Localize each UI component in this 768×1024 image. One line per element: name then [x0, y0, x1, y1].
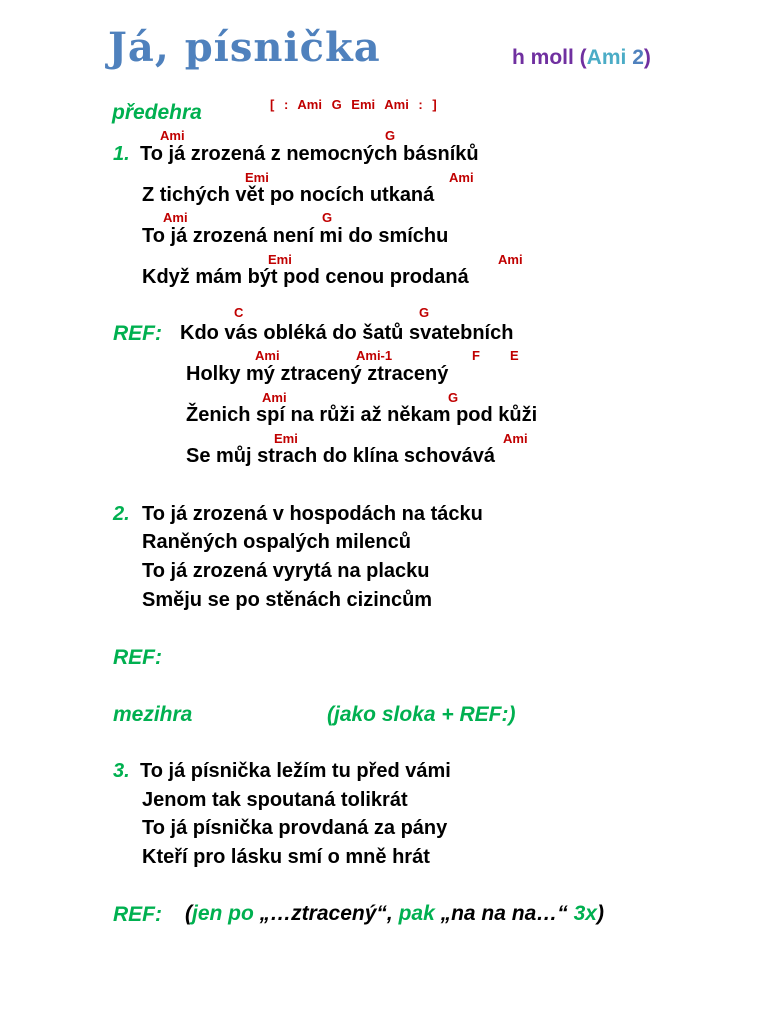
- lyric-line: Jenom tak spoutaná tolikrát: [142, 789, 408, 811]
- chord: G: [419, 305, 430, 320]
- verse-number: 1.: [113, 143, 130, 165]
- chord: Emi: [245, 170, 269, 185]
- repeat-count: 3x: [573, 902, 597, 925]
- lyric-line: Když mám být pod cenou prodaná: [142, 266, 469, 288]
- instruction-text: pak: [398, 902, 435, 925]
- chord: Ami: [262, 390, 287, 405]
- chord: C: [234, 305, 244, 320]
- lyric-line: Směju se po stěnách cizincům: [142, 589, 433, 611]
- key-chord: Ami: [586, 46, 627, 69]
- lyric-line: To já písnička provdaná za pány: [142, 817, 448, 839]
- interlude-note: (jako sloka + REF:): [327, 703, 516, 726]
- paren-close: ): [596, 902, 604, 925]
- chord: Ami: [163, 210, 188, 225]
- refrain-label: REF:: [113, 646, 162, 669]
- chord: Ami: [498, 252, 523, 267]
- chord: Emi: [274, 431, 298, 446]
- song-title: Já, písnička: [108, 24, 381, 71]
- lyric-line: Kteří pro lásku smí o mně hrát: [142, 846, 430, 868]
- verse-number: 3.: [113, 760, 130, 782]
- final-ref-instruction: [185, 902, 604, 926]
- instruction-text: jen po: [192, 902, 254, 925]
- lyric-line: To já zrozená není mi do smíchu: [142, 225, 449, 247]
- lyric-line: Se můj strach do klína schovává: [186, 445, 496, 467]
- paren-open: (: [185, 902, 192, 925]
- chord: G: [322, 210, 333, 225]
- chord: Ami: [449, 170, 474, 185]
- chord: Ami-1: [356, 348, 393, 363]
- chord: G: [385, 128, 396, 143]
- chord: G: [448, 390, 459, 405]
- key-capo: 2: [626, 46, 644, 69]
- lyric-line: To já zrozená z nemocných básníků: [140, 143, 479, 165]
- key-prefix: h moll (: [512, 46, 587, 69]
- instruction-quote: „na na na…“: [434, 902, 574, 925]
- lyric-line: Z tichých vět po nocích utkaná: [142, 184, 435, 206]
- verse-number: 2.: [113, 503, 130, 525]
- interlude-label: mezihra: [113, 703, 193, 726]
- refrain-label: REF:: [113, 322, 162, 345]
- lyric-line: To já zrozená vyrytá na placku: [142, 560, 430, 582]
- lyric-line: Kdo vás obléká do šatů svatebních: [180, 322, 514, 344]
- chord: Ami: [255, 348, 280, 363]
- lyric-line: Ženich spí na růži až někam pod kůži: [186, 404, 538, 426]
- key-signature: [512, 46, 651, 70]
- lyric-line: Raněných ospalých milenců: [142, 531, 411, 553]
- chord: F: [472, 348, 480, 363]
- lyric-line: Holky mý ztracený ztracený: [186, 363, 449, 385]
- chord: Ami: [503, 431, 528, 446]
- chord: Emi: [268, 252, 292, 267]
- intro-chord-pattern: [ : Ami G Emi Ami : ]: [270, 97, 437, 112]
- key-suffix: ): [643, 46, 651, 69]
- chord: E: [510, 348, 519, 363]
- lyric-line: To já písnička ležím tu před vámi: [140, 760, 451, 782]
- instruction-quote: „…ztracený“,: [253, 902, 399, 925]
- chord: Ami: [160, 128, 185, 143]
- lyric-line: To já zrozená v hospodách na tácku: [142, 503, 483, 525]
- refrain-label: REF:: [113, 903, 162, 926]
- intro-label: předehra: [112, 101, 202, 124]
